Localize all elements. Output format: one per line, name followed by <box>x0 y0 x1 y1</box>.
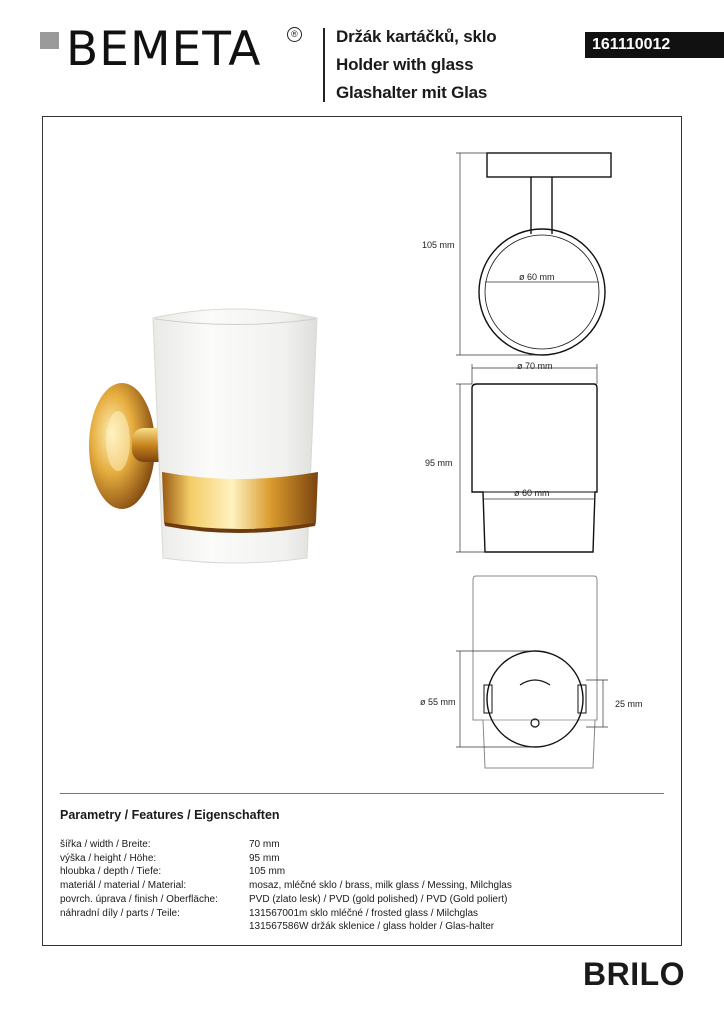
feature-label: výška / height / Höhe: <box>60 853 157 864</box>
feature-value: 131567001m sklo mléčné / frosted glass / Milchglas <box>249 908 479 919</box>
front-rosette-outline <box>487 651 583 747</box>
product-code: 161110012 <box>585 32 724 58</box>
screw-spacing-label: 25 mm <box>615 699 643 709</box>
base-diameter-label: ø 55 mm <box>420 697 456 707</box>
feature-label: materiál / material / Material: <box>60 880 187 891</box>
feature-value: 95 mm <box>249 853 280 864</box>
feature-value: PVD (zlato lesk) / PVD (gold polished) / PVD (Gold poliert) <box>249 894 508 905</box>
title-english: Holder with glass <box>336 55 474 74</box>
feature-value: 105 mm <box>249 866 286 877</box>
features-divider <box>60 793 664 794</box>
series-name: BRILO <box>583 956 686 992</box>
title-german: Glashalter mit Glas <box>336 83 488 102</box>
ring-diameter-label: ø 60 mm <box>519 272 555 282</box>
glass-height-label: 95 mm <box>425 458 453 468</box>
brand-logo: BEMETA <box>66 22 262 77</box>
glass-outline <box>472 384 597 552</box>
feature-label: šířka / width / Breite: <box>60 839 151 850</box>
glass-inner-diameter-label: ø 60 mm <box>514 488 550 498</box>
title-divider <box>323 28 325 102</box>
feature-value: mosaz, mléčné sklo / brass, milk glass / Messing, Milchglas <box>249 880 512 891</box>
registered-mark: ® <box>287 27 302 42</box>
depth-dimension-label: 105 mm <box>422 240 455 250</box>
feature-value: 70 mm <box>249 839 280 850</box>
glass-top-diameter-label: ø 70 mm <box>517 361 553 371</box>
product-photo <box>80 296 330 566</box>
features-title: Parametry / Features / Eigenschaften <box>60 808 280 822</box>
feature-value: 131567586W držák sklenice / glass holder / Glas-halter <box>249 921 495 932</box>
logo-mark <box>40 32 59 49</box>
feature-label: povrch. úprava / finish / Oberfläche: <box>60 894 218 905</box>
feature-label: hloubka / depth / Tiefe: <box>60 866 162 877</box>
title-czech: Držák kartáčků, sklo <box>336 27 497 46</box>
holder-ring-outline <box>479 229 605 355</box>
feature-label: náhradní díly / parts / Teile: <box>60 908 180 919</box>
gold-ring <box>162 472 318 529</box>
wall-plate-outline <box>487 153 611 177</box>
